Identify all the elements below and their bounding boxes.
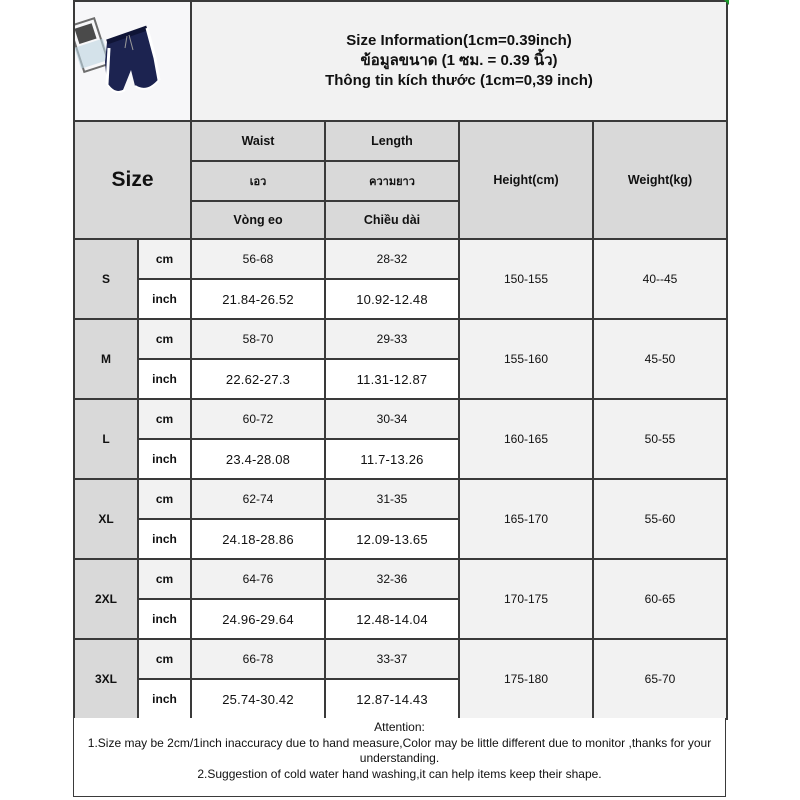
length-cm: 32-36 <box>325 559 459 599</box>
size-label: M <box>74 319 138 399</box>
waist-inch: 25.74-30.42 <box>191 679 325 719</box>
table-row <box>74 399 727 439</box>
size-table <box>73 0 728 720</box>
waist-cm: 66-78 <box>191 639 325 679</box>
size-header: Size <box>74 121 191 239</box>
table-row <box>74 639 727 679</box>
waist-inch: 21.84-26.52 <box>191 279 325 319</box>
length-header-th: ความยาว <box>325 161 459 201</box>
length-cm: 33-37 <box>325 639 459 679</box>
header-row <box>74 121 727 161</box>
height-range: 165-170 <box>459 479 593 559</box>
length-header-vi: Chiều dài <box>325 201 459 239</box>
height-range: 170-175 <box>459 559 593 639</box>
length-inch: 10.92-12.48 <box>325 279 459 319</box>
title-row <box>74 1 727 121</box>
table-row <box>74 479 727 519</box>
size-label: S <box>74 239 138 319</box>
title-vietnamese: Thông tin kích thước (1cm=0,39 inch) <box>325 72 593 89</box>
table-row <box>74 239 727 279</box>
title-thai: ข้อมูลขนาด (1 ซม. = 0.39 นิ้ว) <box>360 52 558 69</box>
unit-cm: cm <box>138 559 191 599</box>
attention-note-2: 2.Suggestion of cold water hand washing,it can help items keep their shape. <box>197 766 602 781</box>
unit-inch: inch <box>138 679 191 719</box>
attention-heading: Attention: <box>374 720 425 734</box>
waist-cm: 60-72 <box>191 399 325 439</box>
height-range: 160-165 <box>459 399 593 479</box>
size-label: XL <box>74 479 138 559</box>
weight-range: 65-70 <box>593 639 727 719</box>
size-label: 2XL <box>74 559 138 639</box>
height-range: 155-160 <box>459 319 593 399</box>
table-row <box>74 319 727 359</box>
weight-header: Weight(kg) <box>593 121 727 239</box>
weight-range: 50-55 <box>593 399 727 479</box>
table-row <box>74 559 727 599</box>
weight-range: 55-60 <box>593 479 727 559</box>
height-header: Height(cm) <box>459 121 593 239</box>
weight-range: 45-50 <box>593 319 727 399</box>
shorts-image-icon <box>75 2 190 120</box>
length-inch: 11.7-13.26 <box>325 439 459 479</box>
unit-inch: inch <box>138 599 191 639</box>
length-cm: 28-32 <box>325 239 459 279</box>
unit-cm: cm <box>138 639 191 679</box>
waist-inch: 22.62-27.3 <box>191 359 325 399</box>
waist-inch: 24.96-29.64 <box>191 599 325 639</box>
length-inch: 12.87-14.43 <box>325 679 459 719</box>
attention-note-1: 1.Size may be 2cm/1inch inaccuracy due to hand measure,Color may be little different due to monitor ,thanks for your understanding. <box>87 735 712 765</box>
height-range: 150-155 <box>459 239 593 319</box>
height-range: 175-180 <box>459 639 593 719</box>
waist-header-vi: Vòng eo <box>191 201 325 239</box>
unit-inch: inch <box>138 439 191 479</box>
unit-cm: cm <box>138 479 191 519</box>
waist-inch: 23.4-28.08 <box>191 439 325 479</box>
unit-inch: inch <box>138 359 191 399</box>
length-inch: 11.31-12.87 <box>325 359 459 399</box>
waist-cm: 56-68 <box>191 239 325 279</box>
waist-cm: 62-74 <box>191 479 325 519</box>
size-chart <box>73 0 726 798</box>
attention-notes <box>73 718 726 797</box>
weight-range: 60-65 <box>593 559 727 639</box>
waist-header-en: Waist <box>191 121 325 161</box>
waist-cm: 58-70 <box>191 319 325 359</box>
length-cm: 31-35 <box>325 479 459 519</box>
unit-inch: inch <box>138 519 191 559</box>
unit-inch: inch <box>138 279 191 319</box>
length-cm: 29-33 <box>325 319 459 359</box>
waist-inch: 24.18-28.86 <box>191 519 325 559</box>
unit-cm: cm <box>138 319 191 359</box>
length-header-en: Length <box>325 121 459 161</box>
weight-range: 40--45 <box>593 239 727 319</box>
unit-cm: cm <box>138 399 191 439</box>
size-label: L <box>74 399 138 479</box>
size-label: 3XL <box>74 639 138 719</box>
length-cm: 30-34 <box>325 399 459 439</box>
size-info-title <box>191 1 727 121</box>
product-photo <box>74 1 191 121</box>
length-inch: 12.48-14.04 <box>325 599 459 639</box>
waist-header-th: เอว <box>191 161 325 201</box>
waist-cm: 64-76 <box>191 559 325 599</box>
unit-cm: cm <box>138 239 191 279</box>
corner-marker-icon <box>723 1 727 5</box>
title-english: Size Information(1cm=0.39inch) <box>346 32 572 49</box>
length-inch: 12.09-13.65 <box>325 519 459 559</box>
